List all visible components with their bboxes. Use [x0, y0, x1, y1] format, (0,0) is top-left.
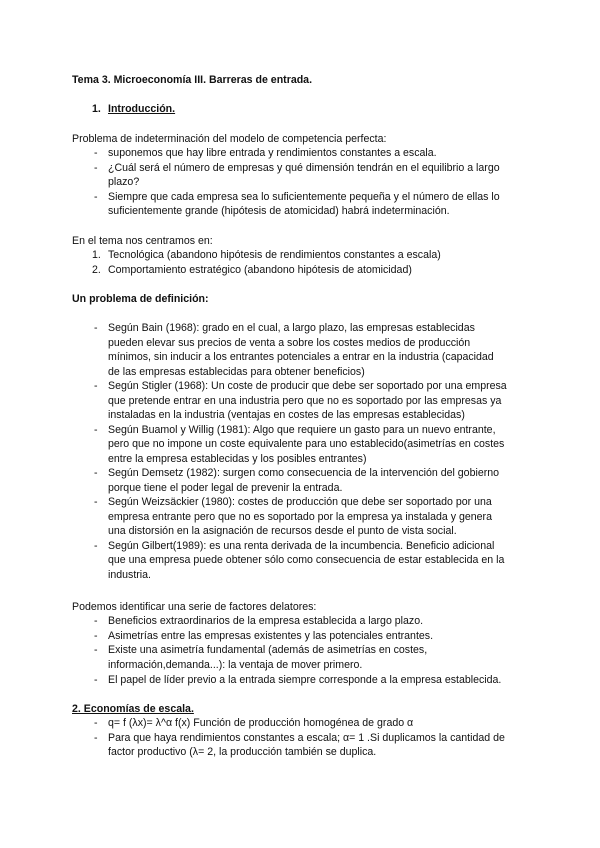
section-2-heading: 2. Economías de escala. [72, 703, 194, 715]
focus-intro: En el tema nos centramos en: [72, 235, 213, 247]
bullet-marker: - [94, 540, 98, 552]
bullet-marker: - [94, 674, 98, 686]
bullet-marker: - [94, 644, 98, 656]
bullet-marker: - [94, 322, 98, 334]
section-1-intro: Problema de indeterminación del modelo de competencia perfecta: [72, 133, 387, 145]
bullet-marker: - [94, 162, 98, 174]
bullet-marker: - [94, 467, 98, 479]
section-1-number: 1. [92, 103, 101, 115]
definition-heading: Un problema de definición: [72, 293, 209, 305]
bullet-marker: - [94, 732, 98, 744]
factors-intro: Podemos identificar una serie de factores delatores: [72, 601, 317, 613]
bullet-marker: - [94, 380, 98, 392]
section-1-heading: Introducción. [108, 103, 176, 115]
bullet-marker: - [94, 717, 98, 729]
document-page: Tema 3. Microeconomía III. Barreras de entrada. 1. Introducción. Problema de indeterminación del modelo de competencia perfecta: - suponemos que hay libre entrada y rendimientos constantes a escala. - ¿Cuál será el número de empresas y qué dimensión tendrán en el equilibrio a largo plazo? - Siempre que cada empresa sea lo suficientemente pequeña y el número de ellas lo suficientemente grande (hipótesis de atomicidad) habrá indeterminación. En el tema nos centramos en: 1. Tecnológica (abandono hipótesis de rendimientos constantes a escala) 2. Comportamiento estratégico (abandono hipótesis de atomicidad) Un problema de definición: - Según Bain (1968): grado en el cual, a largo plazo, las empresas establecidas pueden elevar sus precios de venta a sobre los costes medios de producción mínimos, sin inducir a los entrantes potenciales a entrar en la industria (capacidad de las empresas establecidas para obtener beneficios) - Según Stigler (1968): Un coste de producir que debe ser soportado por una empresa que pretende entrar en una industria pero que no es soportado por las empresas ya instaladas en la industria (ventajas en costes de las empresas establecidas) - Según Buamol y Willig (1981): Algo que requiere un gasto para un nuevo entrante, pero que no impone un coste equivalente para uno establecido(asimetrías en costes entre la empresa establecidas y los posibles entrantes) - Según Demsetz (1982): surgen como consecuencia de la intervención del gobierno porque tiene el poder legal de prevenir la entrada. - Según Weizsäckier (1980): costes de producción que debe ser soportado por una empresa entrante pero que no es soportado por la empresa ya instalada y genera una distorsión en la asignación de recursos desde el punto de vista social. - Según Gilbert(1989): es una renta derivada de la incumbencia. Beneficio adicional que una empresa puede obtener sólo como consecuencia de estar establecida en la industria. Podemos identificar una serie de factores delatores: - Beneficios extraordinarios de la empresa establecida a largo plazo. - Asimetrías entre las empresas existentes y las potenciales entrantes. - Existe una asimetría fundamental (además de asimetrías en costes, información,demanda...): la ventaja de mover primero. - El papel de líder previo a la entrada siempre corresponde a la empresa establecida. 2. Economías de escala. - q= f (λx)= λ^α f(x) Función de producción homogénea de grado α - Para que haya rendimientos constantes a escala; α= 1 .Si duplicamos la cantidad de factor productivo (λ= 2, la producción también se duplica. [72, 74, 507, 758]
page-title: Tema 3. Microeconomía III. Barreras de entrada. [72, 74, 313, 86]
bullet-marker: - [94, 615, 98, 627]
bullet-marker: - [94, 496, 98, 508]
bullet-marker: - [94, 147, 98, 159]
bullet-marker: - [94, 424, 98, 436]
bullet-marker: - [94, 191, 98, 203]
bullet-marker: - [94, 630, 98, 642]
